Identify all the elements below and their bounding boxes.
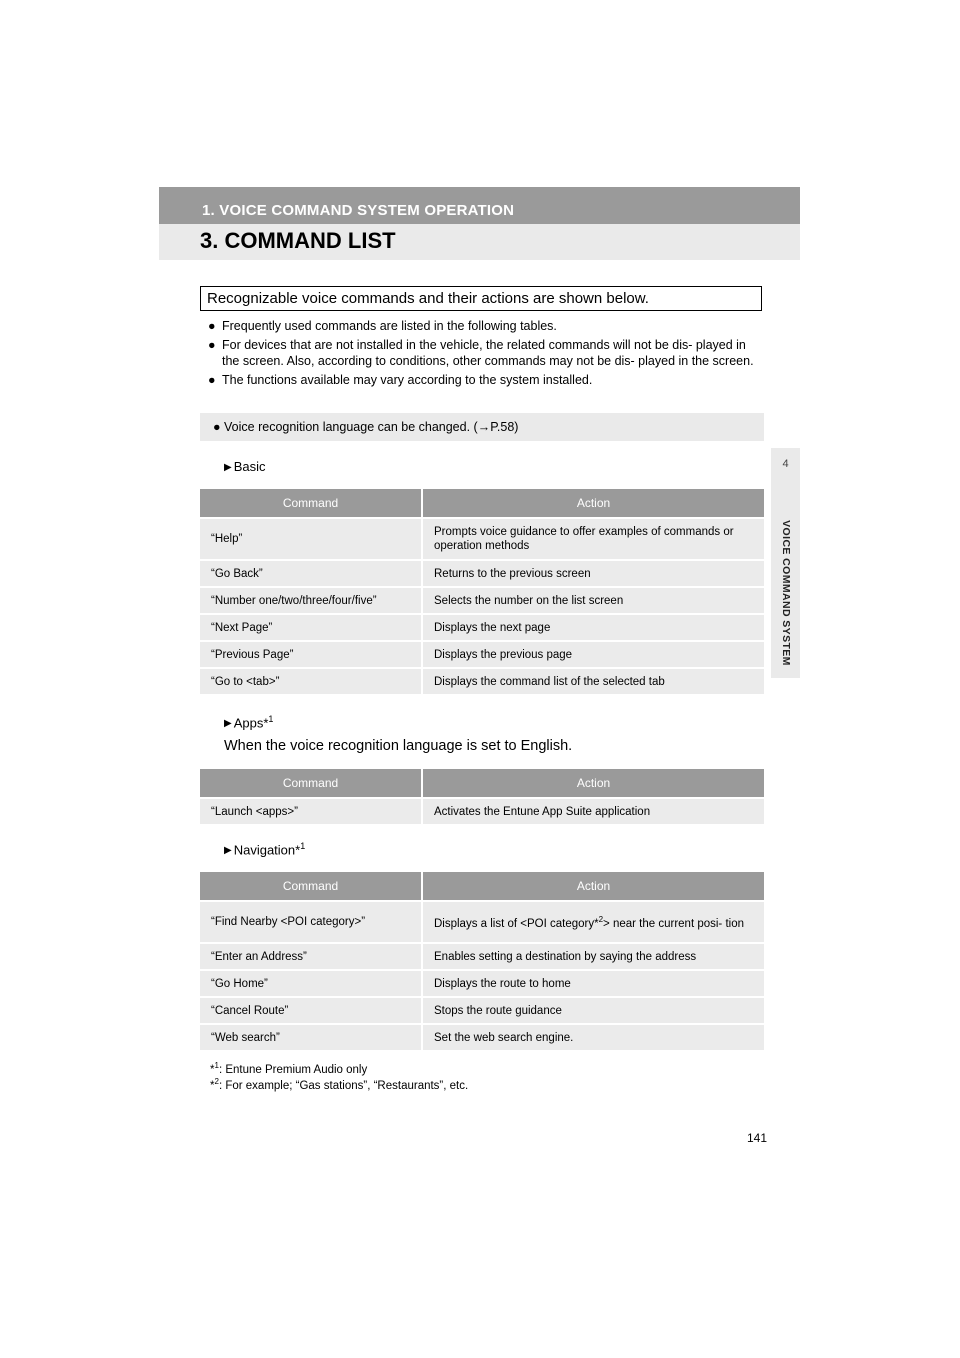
basic-section-label: Basic <box>233 459 266 474</box>
table-header-row <box>200 872 764 901</box>
command-cell: “Go Back” <box>200 560 422 587</box>
command-cell: “Find Nearby <POI category>” <box>200 901 422 943</box>
action-cell: Enables setting a destination by saying the address <box>422 943 764 970</box>
command-cell: “Enter an Address” <box>200 943 422 970</box>
navigation-command-table <box>200 872 764 1052</box>
bullet-item <box>208 372 764 388</box>
action-column-header: Action <box>422 769 764 798</box>
action-cell: Prompts voice guidance to offer examples of commands or operation methods <box>422 518 764 560</box>
action-cell: Selects the number on the list screen <box>422 587 764 614</box>
intro-box <box>200 286 762 311</box>
bullet-dot-icon: ● <box>208 338 216 352</box>
bullet-item <box>208 337 764 369</box>
chapter-title: 1. VOICE COMMAND SYSTEM OPERATION <box>202 202 515 219</box>
command-cell: “Help” <box>200 518 422 560</box>
table-header-row <box>200 489 764 518</box>
basic-section-heading <box>224 459 266 474</box>
apps-command-table <box>200 769 764 826</box>
chapter-number: 4 <box>782 458 789 470</box>
bullet-text: The functions available may vary according to the system installed. <box>222 373 593 387</box>
section-title: 3. COMMAND LIST <box>200 228 396 253</box>
bullet-list <box>208 318 764 391</box>
footnote-ref: 1 <box>300 841 306 851</box>
command-cell: “Launch <apps>” <box>200 798 422 825</box>
apps-section-heading <box>224 714 273 730</box>
apps-language-note: When the voice recognition language is set to English. <box>224 738 573 754</box>
chapter-side-label: VOICE COMMAND SYSTEM <box>780 520 792 666</box>
language-note <box>200 413 764 441</box>
triangle-right-icon: ▶ <box>224 845 232 857</box>
bullet-dot-icon: ● <box>213 420 225 434</box>
action-cell: Stops the route guidance <box>422 997 764 1024</box>
command-cell: “Next Page” <box>200 614 422 641</box>
action-cell: Displays the route to home <box>422 970 764 997</box>
table-row <box>200 798 764 825</box>
action-column-header: Action <box>422 489 764 518</box>
command-cell: “Go Home” <box>200 970 422 997</box>
triangle-right-icon: ▶ <box>224 718 232 730</box>
bullet-item <box>208 318 764 334</box>
command-column-header: Command <box>200 769 422 798</box>
command-cell: “Cancel Route” <box>200 997 422 1024</box>
table-header-row <box>200 769 764 798</box>
action-cell: Displays the command list of the selected tab <box>422 668 764 695</box>
navigation-section-heading <box>224 841 305 857</box>
table-row <box>200 668 764 695</box>
action-column-header: Action <box>422 872 764 901</box>
table-row <box>200 641 764 668</box>
chapter-header-band <box>159 187 800 224</box>
action-cell: Returns to the previous screen <box>422 560 764 587</box>
command-cell: “Go to <tab>” <box>200 668 422 695</box>
triangle-right-icon: ▶ <box>224 462 232 473</box>
command-cell: “Previous Page” <box>200 641 422 668</box>
basic-command-table <box>200 489 764 696</box>
bullet-dot-icon: ● <box>208 319 216 333</box>
bullet-text: Frequently used commands are listed in the following tables. <box>222 319 557 333</box>
footnote: *$^2$: For example; “Gas stations”, “Restaurants”, etc. <box>210 1077 469 1092</box>
apps-section-label: Apps* <box>233 715 269 731</box>
command-cell: “Number one/two/three/four/five” <box>200 587 422 614</box>
bullet-dot-icon: ● <box>208 373 216 387</box>
command-column-header: Command <box>200 489 422 518</box>
table-row <box>200 560 764 587</box>
table-row <box>200 943 764 970</box>
section-title-band <box>159 224 800 260</box>
command-column-header: Command <box>200 872 422 901</box>
page-number: 141 <box>747 1131 768 1145</box>
action-cell: Set the web search engine. <box>422 1024 764 1051</box>
footnote: *$^1$: Entune Premium Audio only <box>210 1061 368 1076</box>
table-row <box>200 1024 764 1051</box>
action-cell: Activates the Entune App Suite application <box>422 798 764 825</box>
table-row <box>200 997 764 1024</box>
footnote-ref: 1 <box>268 714 274 724</box>
language-note-text: Voice recognition language can be changed. (→P.58) <box>224 420 519 434</box>
table-row <box>200 970 764 997</box>
action-cell: Displays a list of <POI category*$^2$> near the current posi- tion <box>422 901 764 943</box>
table-row <box>200 587 764 614</box>
intro-text: Recognizable voice commands and their actions are shown below. <box>207 290 649 307</box>
table-row <box>200 614 764 641</box>
table-row <box>200 901 764 943</box>
table-row <box>200 518 764 560</box>
bullet-text: For devices that are not installed in the vehicle, the related commands will not be dis- played in the screen. Also, according to conditions, other commands may not be dis- played in the screen. <box>222 338 754 368</box>
navigation-section-label: Navigation* <box>233 842 301 858</box>
action-cell: Displays the previous page <box>422 641 764 668</box>
action-cell: Displays the next page <box>422 614 764 641</box>
command-cell: “Web search” <box>200 1024 422 1051</box>
